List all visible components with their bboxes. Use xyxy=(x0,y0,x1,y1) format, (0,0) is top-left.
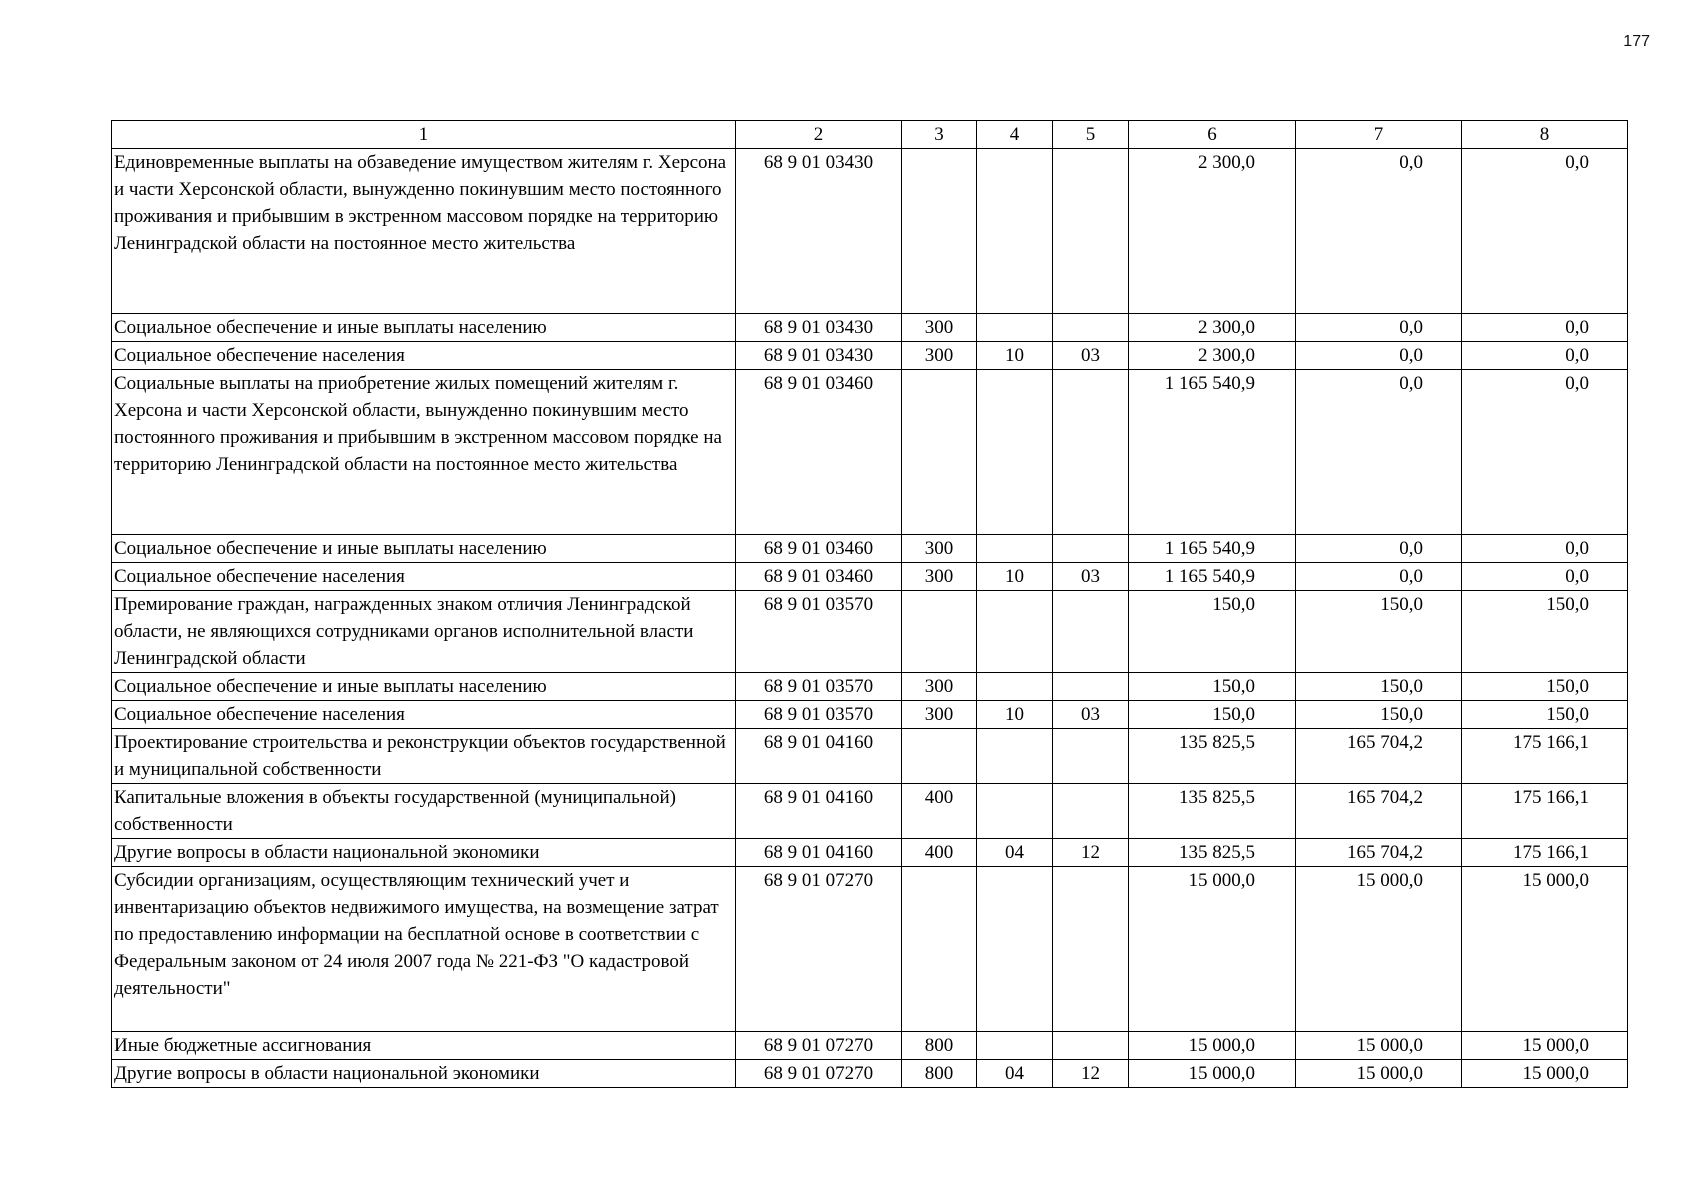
amount-col8-cell: 150,0 xyxy=(1462,591,1628,673)
target-code-cell: 68 9 01 03460 xyxy=(736,535,902,563)
section-cell: 10 xyxy=(977,563,1053,591)
row-name-cell: Единовременные выплаты на обзаведение имуществом жителям г. Херсона и части Херсонской области, вынужденно покинувшим место постоянного проживания и прибывшим в экстренном массовом порядке на территорию Ленинградской области на постоянное место жительства xyxy=(112,149,736,314)
amount-col8-cell: 0,0 xyxy=(1462,314,1628,342)
expense-type-cell xyxy=(902,729,977,784)
row-name-cell: Капитальные вложения в объекты государственной (муниципальной) собственности xyxy=(112,784,736,839)
amount-col6-cell: 150,0 xyxy=(1129,673,1296,701)
amount-col8-cell: 0,0 xyxy=(1462,563,1628,591)
row-name-cell: Другие вопросы в области национальной экономики xyxy=(112,1060,736,1088)
expense-type-cell xyxy=(902,370,977,535)
table-row xyxy=(112,839,1628,867)
section-cell xyxy=(977,673,1053,701)
expense-type-cell xyxy=(902,591,977,673)
table-row xyxy=(112,591,1628,673)
amount-col6-cell: 135 825,5 xyxy=(1129,839,1296,867)
subsection-cell xyxy=(1053,314,1129,342)
header-cell: 2 xyxy=(736,121,902,149)
expense-type-cell: 300 xyxy=(902,535,977,563)
subsection-cell xyxy=(1053,729,1129,784)
table-row xyxy=(112,1060,1628,1088)
amount-col8-cell: 175 166,1 xyxy=(1462,729,1628,784)
table-row xyxy=(112,701,1628,729)
section-cell xyxy=(977,867,1053,1032)
subsection-cell xyxy=(1053,535,1129,563)
target-code-cell: 68 9 01 03430 xyxy=(736,149,902,314)
amount-col7-cell: 15 000,0 xyxy=(1296,867,1462,1032)
header-cell: 7 xyxy=(1296,121,1462,149)
amount-col6-cell: 150,0 xyxy=(1129,591,1296,673)
expense-type-cell: 300 xyxy=(902,314,977,342)
amount-col8-cell: 175 166,1 xyxy=(1462,839,1628,867)
subsection-cell xyxy=(1053,784,1129,839)
expense-type-cell xyxy=(902,867,977,1032)
amount-col8-cell: 150,0 xyxy=(1462,673,1628,701)
row-name-cell: Социальное обеспечение и иные выплаты населению xyxy=(112,673,736,701)
subsection-cell xyxy=(1053,673,1129,701)
table-row xyxy=(112,563,1628,591)
target-code-cell: 68 9 01 04160 xyxy=(736,839,902,867)
target-code-cell: 68 9 01 04160 xyxy=(736,784,902,839)
amount-col6-cell: 1 165 540,9 xyxy=(1129,563,1296,591)
page-number: 177 xyxy=(1623,33,1650,50)
table-row xyxy=(112,370,1628,535)
section-cell xyxy=(977,784,1053,839)
header-cell: 3 xyxy=(902,121,977,149)
row-name-cell: Социальное обеспечение и иные выплаты населению xyxy=(112,314,736,342)
amount-col7-cell: 15 000,0 xyxy=(1296,1032,1462,1060)
expense-type-cell: 800 xyxy=(902,1032,977,1060)
section-cell xyxy=(977,314,1053,342)
section-cell xyxy=(977,149,1053,314)
table-header-row xyxy=(112,121,1628,149)
target-code-cell: 68 9 01 03570 xyxy=(736,701,902,729)
amount-col8-cell: 175 166,1 xyxy=(1462,784,1628,839)
subsection-cell: 03 xyxy=(1053,563,1129,591)
row-name-cell: Премирование граждан, награжденных знаком отличия Ленинградской области, не являющихся сотрудниками органов исполнительной власти Ленинградской области xyxy=(112,591,736,673)
section-cell: 10 xyxy=(977,701,1053,729)
row-name-cell: Социальное обеспечение населения xyxy=(112,342,736,370)
section-cell: 04 xyxy=(977,839,1053,867)
table-row xyxy=(112,1032,1628,1060)
table-row xyxy=(112,673,1628,701)
amount-col7-cell: 15 000,0 xyxy=(1296,1060,1462,1088)
table-row xyxy=(112,729,1628,784)
amount-col6-cell: 135 825,5 xyxy=(1129,784,1296,839)
target-code-cell: 68 9 01 03570 xyxy=(736,673,902,701)
amount-col7-cell: 165 704,2 xyxy=(1296,839,1462,867)
amount-col6-cell: 135 825,5 xyxy=(1129,729,1296,784)
amount-col7-cell: 0,0 xyxy=(1296,342,1462,370)
target-code-cell: 68 9 01 07270 xyxy=(736,1032,902,1060)
target-code-cell: 68 9 01 03430 xyxy=(736,314,902,342)
row-name-cell: Проектирование строительства и реконструкции объектов государственной и муниципальной собственности xyxy=(112,729,736,784)
amount-col8-cell: 150,0 xyxy=(1462,701,1628,729)
table-row xyxy=(112,149,1628,314)
target-code-cell: 68 9 01 03430 xyxy=(736,342,902,370)
row-name-cell: Другие вопросы в области национальной экономики xyxy=(112,839,736,867)
subsection-cell xyxy=(1053,1032,1129,1060)
amount-col8-cell: 15 000,0 xyxy=(1462,867,1628,1032)
amount-col7-cell: 165 704,2 xyxy=(1296,729,1462,784)
amount-col8-cell: 0,0 xyxy=(1462,149,1628,314)
section-cell xyxy=(977,729,1053,784)
header-cell: 6 xyxy=(1129,121,1296,149)
row-name-cell: Иные бюджетные ассигнования xyxy=(112,1032,736,1060)
section-cell xyxy=(977,591,1053,673)
amount-col7-cell: 0,0 xyxy=(1296,314,1462,342)
amount-col7-cell: 0,0 xyxy=(1296,149,1462,314)
row-name-cell: Социальные выплаты на приобретение жилых помещений жителям г. Херсона и части Херсонской области, вынужденно покинувшим место постоянного проживания и прибывшим в экстренном массовом порядке на территорию Ленинградской области на постоянное место жительства xyxy=(112,370,736,535)
header-cell: 4 xyxy=(977,121,1053,149)
amount-col7-cell: 150,0 xyxy=(1296,701,1462,729)
subsection-cell xyxy=(1053,149,1129,314)
amount-col7-cell: 0,0 xyxy=(1296,535,1462,563)
expense-type-cell: 800 xyxy=(902,1060,977,1088)
section-cell xyxy=(977,535,1053,563)
target-code-cell: 68 9 01 03570 xyxy=(736,591,902,673)
row-name-cell: Субсидии организациям, осуществляющим технический учет и инвентаризацию объектов недвижимого имущества, на возмещение затрат по предоставлению информации на бесплатной основе в соответствии с Федеральным законом от 24 июля 2007 года № 221-ФЗ "О кадастровой деятельности" xyxy=(112,867,736,1032)
row-name-cell: Социальное обеспечение населения xyxy=(112,563,736,591)
target-code-cell: 68 9 01 03460 xyxy=(736,370,902,535)
target-code-cell: 68 9 01 04160 xyxy=(736,729,902,784)
table-row xyxy=(112,314,1628,342)
amount-col6-cell: 1 165 540,9 xyxy=(1129,535,1296,563)
table-row xyxy=(112,535,1628,563)
amount-col8-cell: 15 000,0 xyxy=(1462,1060,1628,1088)
header-cell: 5 xyxy=(1053,121,1129,149)
amount-col7-cell: 150,0 xyxy=(1296,673,1462,701)
expense-type-cell: 300 xyxy=(902,563,977,591)
subsection-cell: 03 xyxy=(1053,701,1129,729)
amount-col8-cell: 15 000,0 xyxy=(1462,1032,1628,1060)
subsection-cell: 12 xyxy=(1053,1060,1129,1088)
amount-col6-cell: 15 000,0 xyxy=(1129,867,1296,1032)
amount-col7-cell: 165 704,2 xyxy=(1296,784,1462,839)
target-code-cell: 68 9 01 07270 xyxy=(736,867,902,1032)
amount-col7-cell: 150,0 xyxy=(1296,591,1462,673)
expense-type-cell: 300 xyxy=(902,342,977,370)
header-cell: 8 xyxy=(1462,121,1628,149)
subsection-cell: 12 xyxy=(1053,839,1129,867)
row-name-cell: Социальное обеспечение и иные выплаты населению xyxy=(112,535,736,563)
amount-col6-cell: 2 300,0 xyxy=(1129,342,1296,370)
budget-table xyxy=(111,120,1628,1088)
section-cell xyxy=(977,1032,1053,1060)
amount-col6-cell: 2 300,0 xyxy=(1129,149,1296,314)
subsection-cell xyxy=(1053,867,1129,1032)
amount-col7-cell: 0,0 xyxy=(1296,370,1462,535)
amount-col6-cell: 15 000,0 xyxy=(1129,1032,1296,1060)
amount-col6-cell: 150,0 xyxy=(1129,701,1296,729)
amount-col6-cell: 2 300,0 xyxy=(1129,314,1296,342)
amount-col8-cell: 0,0 xyxy=(1462,370,1628,535)
amount-col7-cell: 0,0 xyxy=(1296,563,1462,591)
amount-col8-cell: 0,0 xyxy=(1462,535,1628,563)
target-code-cell: 68 9 01 07270 xyxy=(736,1060,902,1088)
expense-type-cell: 400 xyxy=(902,839,977,867)
section-cell xyxy=(977,370,1053,535)
amount-col6-cell: 1 165 540,9 xyxy=(1129,370,1296,535)
target-code-cell: 68 9 01 03460 xyxy=(736,563,902,591)
section-cell: 10 xyxy=(977,342,1053,370)
expense-type-cell: 300 xyxy=(902,701,977,729)
header-cell: 1 xyxy=(112,121,736,149)
subsection-cell xyxy=(1053,591,1129,673)
subsection-cell: 03 xyxy=(1053,342,1129,370)
section-cell: 04 xyxy=(977,1060,1053,1088)
row-name-cell: Социальное обеспечение населения xyxy=(112,701,736,729)
subsection-cell xyxy=(1053,370,1129,535)
table-row xyxy=(112,784,1628,839)
table-row xyxy=(112,867,1628,1032)
expense-type-cell: 400 xyxy=(902,784,977,839)
amount-col6-cell: 15 000,0 xyxy=(1129,1060,1296,1088)
table-row xyxy=(112,342,1628,370)
expense-type-cell xyxy=(902,149,977,314)
expense-type-cell: 300 xyxy=(902,673,977,701)
amount-col8-cell: 0,0 xyxy=(1462,342,1628,370)
